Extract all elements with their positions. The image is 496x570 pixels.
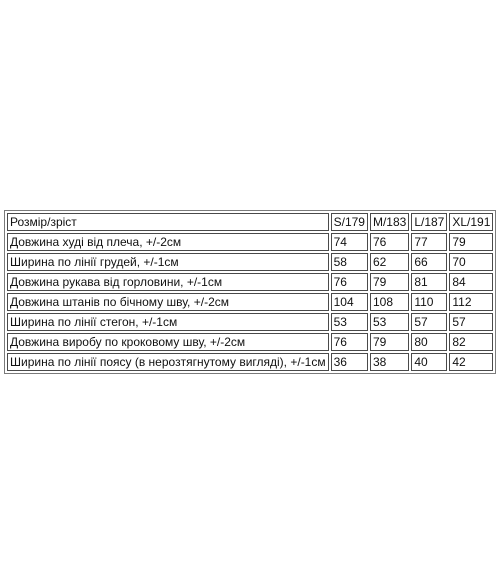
size-value-cell: S/179 [331,213,368,231]
size-value-cell: 112 [449,293,493,311]
size-chart [4,210,496,374]
header-row [7,213,493,231]
size-value-cell: 70 [449,253,493,271]
row-label-cell: Ширина по лінії поясу (в нерозтягнутому вигляді), +/-1см [7,353,329,371]
size-table [4,210,496,374]
size-value-cell: 57 [449,313,493,331]
row-label-cell: Розмір/зріст [7,213,329,231]
size-table-body [7,213,493,371]
size-value-cell: 79 [449,233,493,251]
row-label-cell: Довжина рукава від горловини, +/-1см [7,273,329,291]
size-value-cell: 104 [331,293,368,311]
row-label-cell: Довжина худі від плеча, +/-2см [7,233,329,251]
size-value-cell: 79 [370,273,409,291]
size-value-cell: M/183 [370,213,409,231]
size-value-cell: 53 [331,313,368,331]
size-value-cell: 84 [449,273,493,291]
row-label-cell: Довжина штанів по бічному шву, +/-2см [7,293,329,311]
size-value-cell: L/187 [411,213,447,231]
table-row [7,293,493,311]
size-value-cell: 81 [411,273,447,291]
table-row [7,333,493,351]
size-value-cell: 108 [370,293,409,311]
size-value-cell: 62 [370,253,409,271]
size-value-cell: 36 [331,353,368,371]
size-value-cell: 79 [370,333,409,351]
table-row [7,273,493,291]
row-label-cell: Ширина по лінії грудей, +/-1см [7,253,329,271]
size-value-cell: 38 [370,353,409,371]
table-row [7,353,493,371]
size-value-cell: 76 [331,333,368,351]
row-label-cell: Ширина по лінії стегон, +/-1см [7,313,329,331]
size-value-cell: 76 [370,233,409,251]
size-value-cell: 66 [411,253,447,271]
table-row [7,313,493,331]
size-value-cell: 57 [411,313,447,331]
size-value-cell: 40 [411,353,447,371]
size-value-cell: 80 [411,333,447,351]
row-label-cell: Довжина виробу по кроковому шву, +/-2см [7,333,329,351]
size-value-cell: 74 [331,233,368,251]
size-value-cell: 42 [449,353,493,371]
size-value-cell: 110 [411,293,447,311]
size-value-cell: 77 [411,233,447,251]
size-value-cell: 53 [370,313,409,331]
table-row [7,253,493,271]
size-value-cell: 58 [331,253,368,271]
size-value-cell: 76 [331,273,368,291]
size-value-cell: XL/191 [449,213,493,231]
table-row [7,233,493,251]
size-value-cell: 82 [449,333,493,351]
